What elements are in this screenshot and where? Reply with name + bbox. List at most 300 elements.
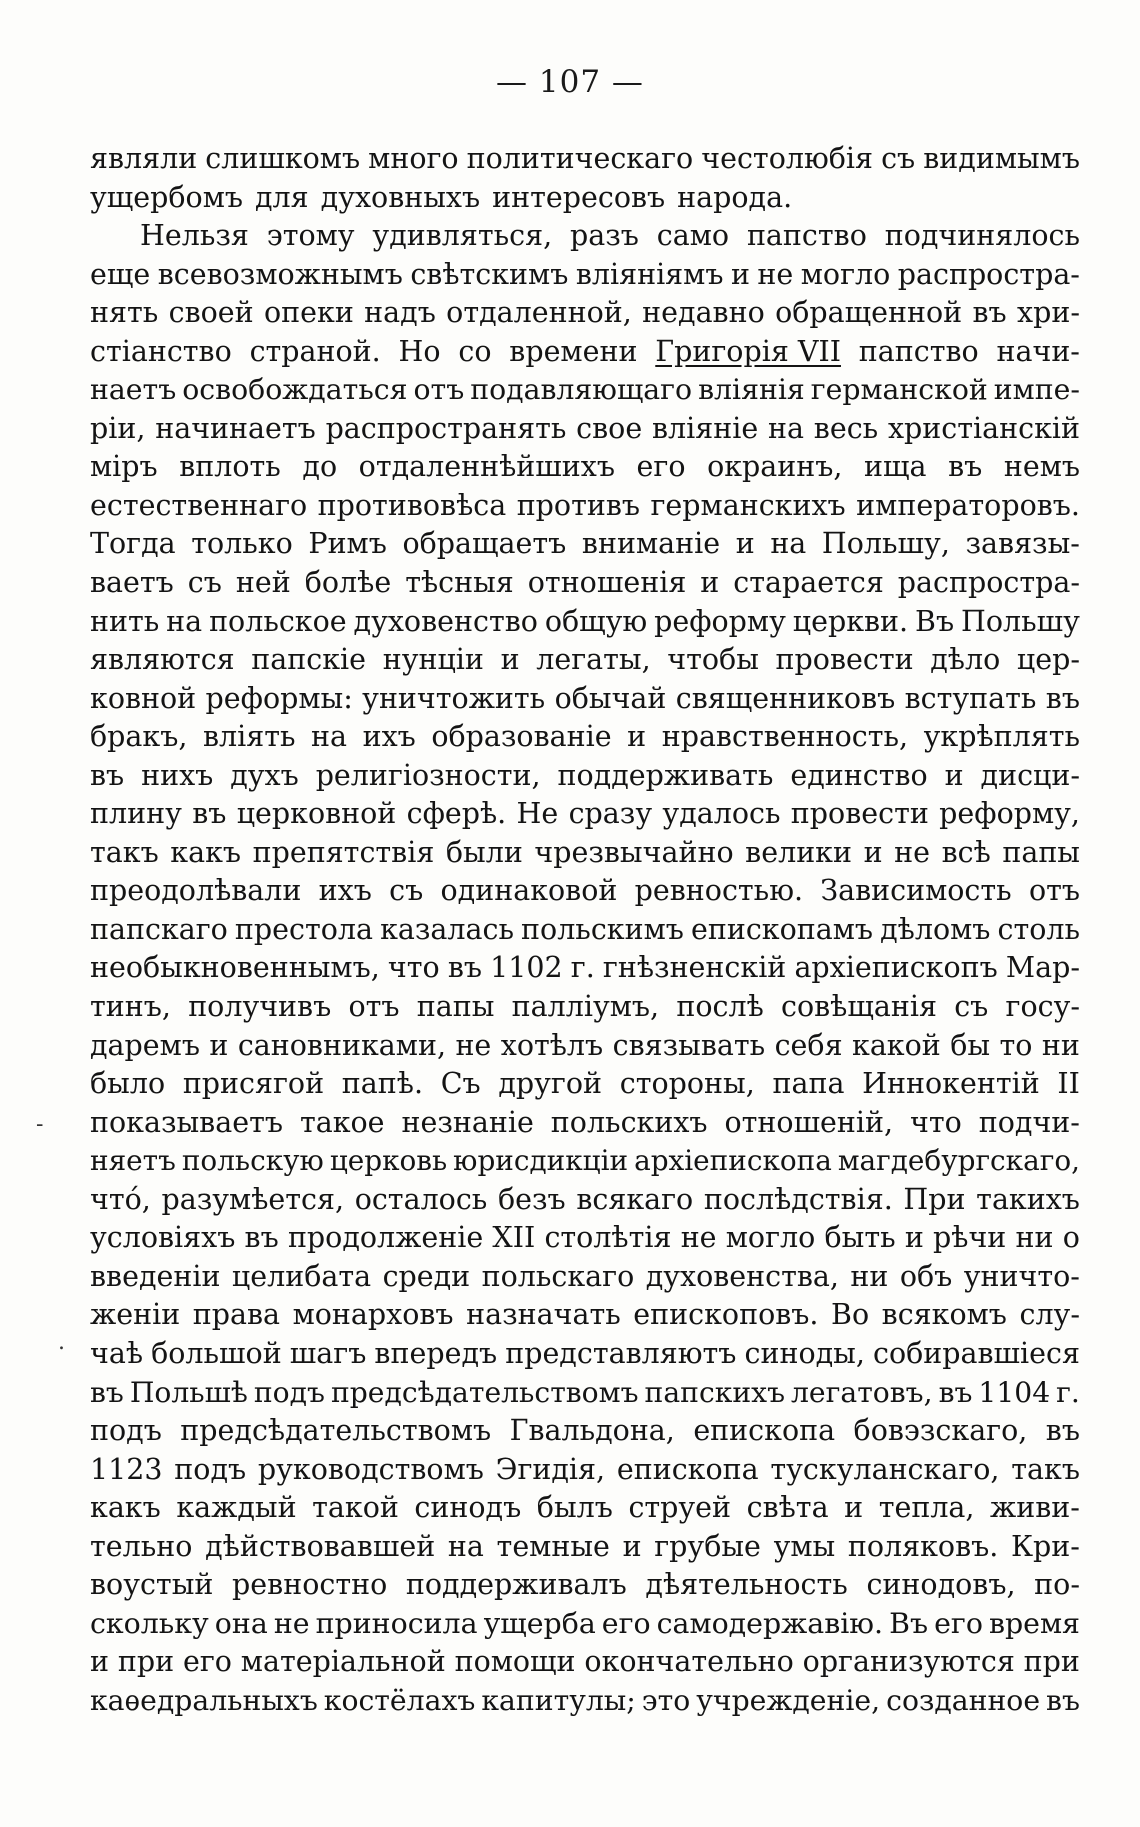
word: окончательно	[584, 1645, 794, 1679]
word: объ	[899, 1259, 953, 1293]
word: епископа	[616, 1452, 759, 1486]
word: и	[90, 1645, 109, 1679]
word: введеніи	[90, 1259, 221, 1293]
word: на	[447, 1529, 484, 1563]
word: единство	[790, 758, 928, 792]
margin-mark: .	[58, 1330, 65, 1355]
word: польскаго	[481, 1259, 635, 1293]
word: назначать	[466, 1298, 621, 1332]
word: этому	[266, 219, 355, 253]
word: реформу,	[939, 797, 1080, 831]
word: нить	[90, 604, 160, 638]
word: грубые	[654, 1529, 761, 1563]
word: тѣсныя	[405, 566, 514, 600]
word: и	[904, 1221, 924, 1255]
word: бракъ,	[90, 720, 188, 754]
word: ковной	[90, 681, 197, 715]
word: Эгидія,	[495, 1452, 606, 1486]
word: на	[768, 411, 805, 445]
word: преодолѣвали	[90, 874, 302, 908]
word: о	[1062, 1221, 1080, 1255]
word: въ	[948, 450, 983, 484]
word: начи-	[996, 334, 1080, 368]
word: провести	[790, 797, 929, 831]
text-line	[90, 718, 1080, 757]
text-line	[90, 217, 1080, 256]
word: себя	[774, 1028, 843, 1062]
word: обычай	[554, 681, 667, 715]
word: 1123	[90, 1452, 163, 1486]
word: епископамъ	[690, 912, 874, 946]
word: образованіе	[431, 720, 612, 754]
word: въ	[1045, 1414, 1080, 1448]
word: епископовъ.	[633, 1298, 819, 1332]
word: воустый	[90, 1568, 214, 1602]
word: еще	[90, 257, 151, 291]
word: германскихъ	[650, 488, 846, 522]
word: съ	[389, 874, 424, 908]
word: ни	[850, 1259, 889, 1293]
text-line	[90, 410, 1080, 449]
word: было	[90, 1067, 166, 1101]
word: столѣтія	[544, 1221, 672, 1255]
word: Кри-	[1011, 1529, 1080, 1563]
word: папскихъ	[644, 1375, 786, 1409]
word: епископа	[693, 1414, 836, 1448]
word: магдебургскаго,	[837, 1144, 1080, 1178]
word: госу-	[1005, 990, 1080, 1024]
word: поляковъ.	[847, 1529, 999, 1563]
word: самодержавію.	[656, 1606, 884, 1640]
word: вліяніе	[652, 411, 759, 445]
word: и	[622, 1529, 642, 1563]
word: цер-	[1016, 643, 1080, 677]
word: германской	[810, 373, 988, 407]
text-line	[90, 911, 1080, 950]
word: ихъ	[362, 720, 416, 754]
word: въ	[90, 758, 125, 792]
word: политическаго	[466, 142, 694, 175]
word: связывать	[612, 1028, 766, 1062]
word: разумѣется,	[161, 1182, 345, 1216]
word: обращаетъ	[402, 527, 567, 561]
word: архіепископъ	[794, 951, 998, 985]
word: дѣло	[930, 643, 1001, 677]
word: нять	[90, 296, 159, 330]
word: какой	[852, 1028, 941, 1062]
word: помощи	[454, 1645, 576, 1679]
text-line	[90, 1296, 1080, 1335]
word: и	[500, 643, 520, 677]
word: чтобы	[667, 643, 759, 677]
word: бовэзскаго,	[853, 1414, 1028, 1448]
word: бы	[950, 1028, 991, 1062]
word: наетъ	[90, 373, 177, 407]
word: вниманіе	[581, 527, 721, 561]
word: польскую	[181, 1144, 324, 1178]
text-line	[90, 1451, 1080, 1490]
word: нихъ	[141, 758, 214, 792]
word: ни	[1015, 1221, 1054, 1255]
word: среди	[382, 1259, 471, 1293]
word: 1102	[490, 951, 563, 985]
word: духовенство	[353, 604, 538, 638]
word: и	[209, 1028, 229, 1062]
word: архіепископа	[634, 1144, 832, 1178]
word: подъ	[253, 1375, 325, 1409]
word: г.	[570, 951, 595, 985]
word: престола	[234, 912, 373, 946]
word: былъ	[536, 1491, 613, 1525]
word: провести	[775, 643, 914, 677]
text-line	[90, 1643, 1080, 1682]
word: ища	[864, 450, 927, 484]
word: только	[191, 527, 293, 561]
word: препятствія	[252, 835, 435, 869]
word: показываетъ	[90, 1105, 283, 1139]
word: противъ	[516, 488, 641, 522]
word: быть	[824, 1221, 896, 1255]
word: въ	[1045, 681, 1080, 715]
word: монарховъ	[292, 1298, 454, 1332]
word: поддерживать	[557, 758, 774, 792]
word: дисци-	[980, 758, 1080, 792]
word: Во	[831, 1298, 870, 1332]
word: какъ	[170, 835, 242, 869]
word: разъ	[570, 219, 639, 253]
word: такое	[299, 1105, 385, 1139]
word: и	[944, 758, 964, 792]
word: такихъ	[976, 1182, 1080, 1216]
word: духъ	[230, 758, 299, 792]
word: естественнаго	[90, 488, 308, 522]
word: не	[273, 1606, 310, 1640]
text-line	[90, 1027, 1080, 1066]
word: Нельзя	[140, 219, 249, 253]
word: руководствомъ	[257, 1452, 484, 1486]
word: ихъ	[318, 874, 372, 908]
word: то	[999, 1028, 1033, 1062]
word: организуются	[802, 1645, 1015, 1679]
word: не	[894, 835, 930, 869]
word: легаты,	[536, 643, 651, 677]
word: священниковъ	[675, 681, 896, 715]
word: папѣ.	[341, 1067, 424, 1101]
word: подъ	[174, 1452, 247, 1486]
word: не	[680, 1221, 717, 1255]
text-line	[90, 525, 1080, 564]
text-line	[90, 140, 1080, 179]
word: церковь	[329, 1144, 448, 1178]
word: его	[934, 1606, 983, 1640]
word: духовенства,	[645, 1259, 839, 1293]
word: своей	[168, 296, 254, 330]
word: велики	[745, 835, 852, 869]
text-line	[90, 1104, 1080, 1143]
text-line	[90, 680, 1080, 719]
word: другой	[498, 1067, 603, 1101]
word: всякомъ	[881, 1298, 1007, 1332]
word: одинаковой	[440, 874, 618, 908]
word: каждый	[176, 1491, 297, 1525]
word: со	[458, 334, 492, 368]
word: отдаленной,	[446, 296, 632, 330]
word: всевозможнымъ	[157, 257, 403, 291]
word: чаѣ	[90, 1336, 144, 1370]
word: являются	[90, 643, 235, 677]
word: папскіе	[251, 643, 367, 677]
word: его	[182, 1645, 232, 1679]
word: синодъ	[414, 1491, 522, 1525]
word: Зависимость	[820, 874, 1012, 908]
text-line	[90, 872, 1080, 911]
text-line	[90, 1566, 1080, 1605]
word: съ	[881, 142, 916, 175]
text-line	[90, 294, 1080, 333]
word: папство	[858, 334, 979, 368]
word: тускуланскаго,	[770, 1452, 1000, 1486]
word: свое	[576, 411, 643, 445]
word: опеки	[263, 296, 354, 330]
word: поддерживалъ	[405, 1568, 627, 1602]
text-line	[90, 795, 1080, 834]
word: много	[368, 142, 459, 175]
word: освобождаться	[182, 373, 408, 407]
word: польское	[209, 604, 347, 638]
word: что	[387, 951, 440, 985]
word: нунціи	[382, 643, 484, 677]
word: удалось	[662, 797, 781, 831]
word: Не	[516, 797, 559, 831]
word: шагъ	[289, 1336, 367, 1370]
word: большой	[151, 1336, 282, 1370]
word: предсѣдательствомъ	[180, 1414, 492, 1448]
word: время	[988, 1606, 1080, 1640]
word: съ	[187, 566, 222, 600]
word: недавно	[642, 296, 765, 330]
word: ріи,	[90, 411, 146, 445]
word: въ	[1046, 1683, 1080, 1717]
word: свѣта	[746, 1491, 829, 1525]
word: времени	[509, 334, 638, 368]
word: безъ	[497, 1182, 566, 1216]
word: ней	[235, 566, 291, 600]
word: юрисдикціи	[453, 1144, 629, 1178]
word: учрежденіе,	[696, 1683, 881, 1717]
word: тельно	[90, 1529, 193, 1563]
word: отношенія	[527, 566, 687, 600]
word: церкви.	[792, 604, 909, 638]
word: дѣйствовавшей	[205, 1529, 436, 1563]
word: приносила	[315, 1606, 478, 1640]
word: продолженіе	[287, 1221, 484, 1255]
word: общую	[544, 604, 648, 638]
word: Гвальдона,	[509, 1414, 675, 1448]
word: польскимъ	[521, 912, 684, 946]
word: это	[641, 1683, 691, 1717]
text-line	[90, 1335, 1080, 1374]
word: ущерба	[483, 1606, 596, 1640]
word: надъ	[364, 296, 436, 330]
word: такъ	[1011, 1452, 1080, 1486]
text-line	[90, 1374, 1080, 1413]
word: костёлахъ	[323, 1683, 476, 1717]
word: являли	[90, 142, 198, 175]
word: его	[601, 1606, 651, 1640]
word: хотѣлъ	[500, 1028, 604, 1062]
word: ваетъ	[90, 566, 174, 600]
word: Иннокентій	[862, 1067, 1040, 1101]
word: болѣе	[304, 566, 392, 600]
word: плину	[90, 797, 182, 831]
word: всѣ	[941, 835, 991, 869]
word: подчинялось	[884, 219, 1080, 253]
word: 1104	[978, 1375, 1051, 1409]
word: подъ	[90, 1414, 162, 1448]
word: даремъ	[90, 1028, 200, 1062]
word: завязы-	[965, 527, 1080, 561]
word: стіанство	[90, 334, 232, 368]
word: скольку	[90, 1606, 209, 1640]
word: на	[770, 527, 807, 561]
word: каѳедральныхъ	[90, 1683, 318, 1717]
word: стороны,	[619, 1067, 755, 1101]
word: весь	[813, 411, 879, 445]
word: отъ	[348, 990, 400, 1024]
word: обращенной	[775, 296, 963, 330]
word: ни	[1041, 1028, 1080, 1062]
word: синоды,	[744, 1336, 865, 1370]
word: При	[903, 1182, 966, 1216]
word: живи-	[990, 1491, 1080, 1525]
word: на	[166, 604, 203, 638]
word: окраинъ,	[707, 450, 843, 484]
word: такой	[312, 1491, 399, 1525]
word: папство	[746, 219, 867, 253]
word: распростра-	[897, 566, 1080, 600]
word: сразу	[568, 797, 653, 831]
text-line	[90, 603, 1080, 642]
word: въ	[447, 951, 482, 985]
text-line	[90, 1682, 1080, 1721]
word: вступать	[904, 681, 1037, 715]
word: въ	[90, 1375, 124, 1409]
word: укрѣплять	[923, 720, 1080, 754]
word: папа	[772, 1067, 845, 1101]
text-line	[90, 179, 1080, 218]
word: нравственность,	[661, 720, 909, 754]
text-line	[90, 1258, 1080, 1297]
word: противовѣса	[317, 488, 507, 522]
text-line	[90, 564, 1080, 603]
word: само	[656, 219, 730, 253]
text-line	[90, 641, 1080, 680]
word: столь	[997, 912, 1080, 946]
text-line	[90, 1142, 1080, 1181]
word: какъ	[90, 1491, 161, 1525]
word: вліяніямъ	[575, 257, 724, 291]
page-number: — 107 —	[496, 64, 644, 100]
word: палліумъ,	[511, 990, 660, 1024]
word: созданное	[886, 1683, 1041, 1717]
word: вліять	[202, 720, 296, 754]
word: сферѣ.	[406, 797, 507, 831]
word: Въ	[915, 604, 955, 638]
word: для	[255, 180, 309, 214]
word: получивъ	[188, 990, 332, 1024]
word: отъ	[413, 373, 465, 407]
word: всякаго	[576, 1182, 694, 1216]
word: старается	[733, 566, 884, 600]
text-line	[90, 949, 1080, 988]
word: до	[302, 450, 338, 484]
word: права	[192, 1298, 281, 1332]
word: совѣщанія	[781, 990, 937, 1024]
word: уничто-	[963, 1259, 1080, 1293]
word: видимымъ	[923, 142, 1080, 175]
text-line	[90, 1065, 1080, 1104]
word: чрезвычайно	[534, 835, 734, 869]
word: и	[730, 257, 750, 291]
word: слишкомъ	[205, 142, 361, 175]
word: немъ	[1003, 450, 1080, 484]
word: женіи	[90, 1298, 181, 1332]
word: отношеній,	[724, 1105, 894, 1139]
word: въ	[244, 1221, 279, 1255]
word: дѣломъ	[880, 912, 991, 946]
word: императоровъ.	[856, 488, 1080, 522]
word: вліянія	[698, 373, 805, 407]
word: предсѣдательствомъ	[330, 1375, 639, 1409]
word: капитулы;	[481, 1683, 636, 1717]
word: ревностью.	[634, 874, 804, 908]
word: она	[214, 1606, 268, 1640]
word: уничтожить	[362, 681, 546, 715]
word: ущербомъ	[90, 180, 243, 214]
word: синодовъ,	[866, 1568, 1016, 1602]
word: распростра-	[897, 257, 1080, 291]
word: по-	[1034, 1568, 1080, 1602]
word: хри-	[1017, 296, 1080, 330]
word: присягой	[182, 1067, 325, 1101]
word: что́,	[90, 1182, 151, 1216]
word: впередъ	[374, 1336, 498, 1370]
text-line	[90, 448, 1080, 487]
word: легатовъ,	[791, 1375, 933, 1409]
word: собиравшіеся	[872, 1336, 1080, 1370]
word: съ	[954, 990, 989, 1024]
word: условіяхъ	[90, 1221, 236, 1255]
word: его	[636, 450, 686, 484]
word: папы	[1002, 835, 1080, 869]
word: такъ	[90, 835, 159, 869]
word: папы	[416, 990, 495, 1024]
word: послѣдствія.	[703, 1182, 893, 1216]
word: могло	[725, 1221, 816, 1255]
word: сановниками,	[237, 1028, 446, 1062]
word: церковной	[236, 797, 397, 831]
word: и	[735, 527, 755, 561]
word: Польшѣ	[129, 1375, 248, 1409]
word: отдаленнѣйшихъ	[358, 450, 615, 484]
word: II	[1057, 1067, 1080, 1101]
text-line	[90, 834, 1080, 873]
word: дѣятельность	[645, 1568, 848, 1602]
word: могло	[800, 257, 891, 291]
word: целибата	[231, 1259, 372, 1293]
word: XII	[492, 1221, 536, 1255]
underlined-name: Григорія VII	[655, 334, 841, 368]
